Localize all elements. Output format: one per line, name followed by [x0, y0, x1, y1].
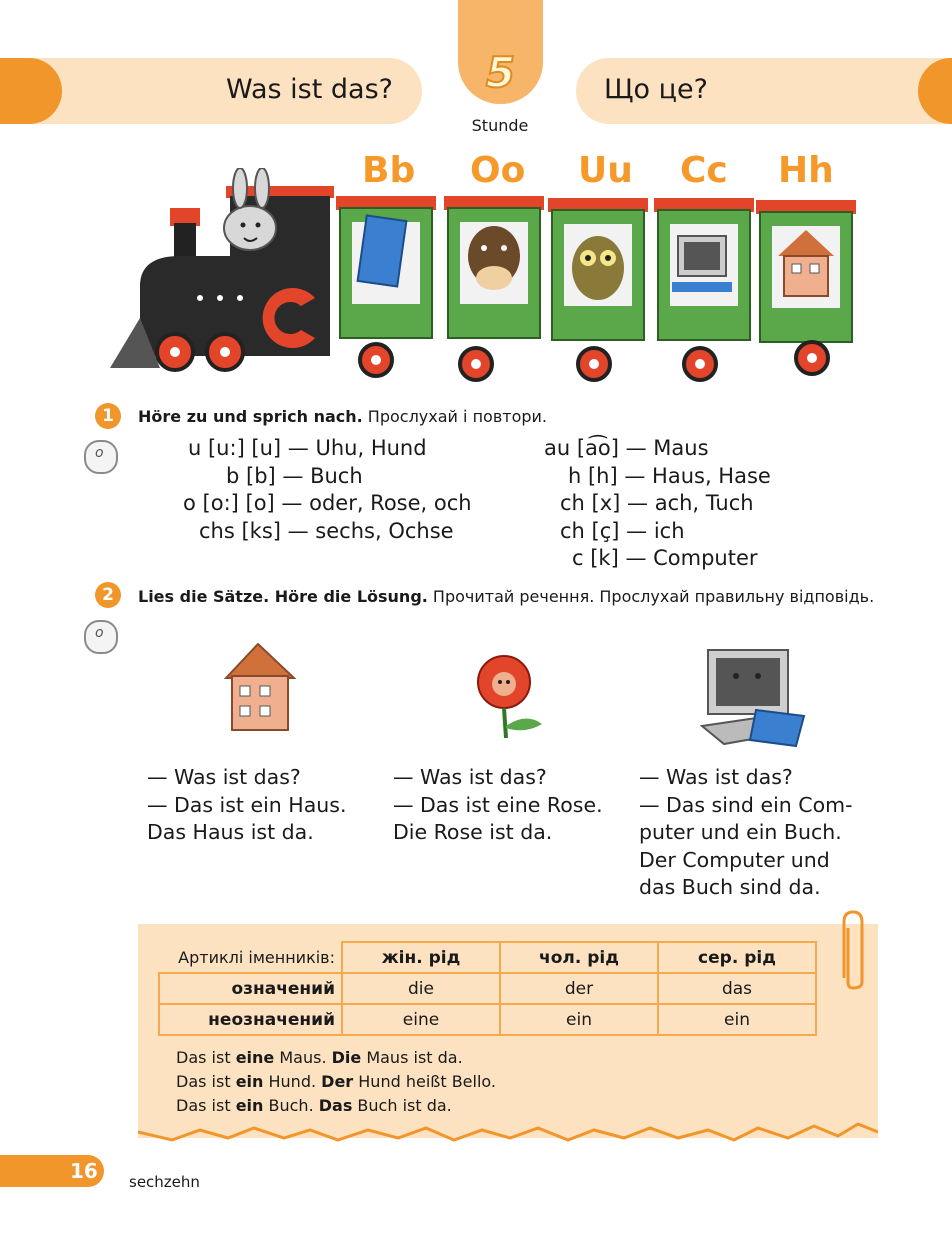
example-line: [176, 1070, 496, 1094]
dialog-line: — Was ist das?: [639, 765, 793, 789]
phonetics-left: [150, 435, 500, 545]
phonetics-row: chs [ks] — sechs, Ochse: [199, 518, 454, 543]
phonetics-right: [544, 435, 804, 573]
letter-label: Bb: [362, 150, 416, 191]
example-article: Das: [318, 1096, 353, 1115]
table-row: [159, 1004, 816, 1035]
exercise-2-instruction-ua: Прочитай речення. Прослухай правильну відповідь.: [427, 587, 875, 606]
letter-label: Hh: [778, 150, 834, 191]
exercise-1-instruction: [138, 406, 547, 428]
row-label: означений: [159, 973, 342, 1004]
example-text: Hund.: [263, 1072, 322, 1091]
table-cell: das: [658, 973, 816, 1004]
table-cell: ein: [500, 1004, 658, 1035]
lesson-number: 5: [485, 48, 516, 97]
phonetics-row: u [u:] [u] — Uhu, Hund: [188, 436, 427, 460]
articles-table: [158, 941, 817, 1036]
paperclip-icon: [838, 908, 868, 992]
dialog-rose: [393, 764, 603, 847]
exercise-2-instruction-de: Lies die Sätze. Höre die Lösung.: [138, 587, 428, 606]
example-text: Buch ist da.: [352, 1096, 452, 1115]
example-article: Die: [331, 1048, 362, 1067]
table-cell: der: [500, 973, 658, 1004]
dialog-line: — Was ist das?: [147, 765, 301, 789]
table-cell: ein: [658, 1004, 816, 1035]
dialog-line: das Buch sind da.: [639, 875, 821, 899]
locomotive: [110, 168, 334, 370]
example-article: ein: [235, 1072, 264, 1091]
phonetics-row: ch [x] — ach, Tuch: [560, 491, 754, 515]
dialog-line: Das Haus ist da.: [147, 820, 314, 844]
exercise-2-number: 2: [95, 582, 121, 608]
example-text: Maus.: [274, 1048, 332, 1067]
table-row: [159, 942, 816, 973]
wagon-cow: [444, 196, 544, 380]
phonetics-row: ch [ç] — ich: [560, 518, 685, 543]
example-line: [176, 1094, 496, 1118]
wagon-owl: [548, 198, 648, 380]
wagon-book: [336, 196, 436, 376]
example-article: Der: [321, 1072, 354, 1091]
page-title-de: Was ist das?: [226, 74, 393, 105]
phonetics-row: o [o:] [o] — oder, Rose, och: [183, 491, 472, 515]
dialog-line: Die Rose ist da.: [393, 820, 553, 844]
table-caption: Артиклі іменників:: [178, 947, 335, 967]
wagon-house: [756, 200, 856, 374]
table-row: [159, 973, 816, 1004]
example-text: Das ist: [176, 1072, 236, 1091]
page-number: 16: [70, 1159, 98, 1183]
audio-cd-icon[interactable]: [84, 440, 118, 474]
dialog-line: Der Computer und: [639, 847, 830, 872]
rose-icon: [466, 652, 548, 742]
letter-label: Cc: [680, 150, 728, 191]
phonetics-row: au [a͡o] — Maus: [544, 436, 709, 460]
table-cell: die: [342, 973, 500, 1004]
example-text: Maus ist da.: [361, 1048, 463, 1067]
wagon-computer: [654, 198, 754, 380]
example-text: Hund heißt Bello.: [353, 1072, 496, 1091]
grammar-examples: [176, 1046, 496, 1118]
dialog-line: — Das ist ein Haus.: [147, 792, 347, 817]
train-illustration: [100, 168, 870, 400]
table-cell: eine: [342, 1004, 500, 1035]
exercise-2-instruction: [138, 586, 876, 608]
example-line: [176, 1046, 496, 1070]
dialog-line: — Das sind ein Com-: [639, 792, 853, 817]
phonetics-row: c [k] — Computer: [572, 546, 758, 570]
example-text: Das ist: [176, 1096, 236, 1115]
letter-label: Uu: [578, 150, 633, 191]
computer-icon: [700, 646, 812, 750]
letter-label: Oo: [470, 150, 526, 191]
dialog-line: — Was ist das?: [393, 765, 547, 789]
house-icon: [218, 640, 302, 736]
exercise-1-instruction-de: Höre zu und sprich nach.: [138, 407, 363, 426]
dialog-line: — Das ist eine Rose.: [393, 792, 603, 817]
example-article: ein: [235, 1096, 264, 1115]
page-title-ua: Що це?: [604, 74, 708, 105]
dialog-house: [147, 764, 346, 847]
exercise-1-instruction-ua: Прослухай і повтори.: [362, 407, 547, 426]
phonetics-row: h [h] — Haus, Hase: [568, 463, 771, 488]
example-text: Das ist: [176, 1048, 236, 1067]
page-number-word: sechzehn: [129, 1173, 200, 1191]
table-header: сер. рід: [658, 942, 816, 973]
table-header: жін. рід: [342, 942, 500, 973]
row-label: неозначений: [159, 1004, 342, 1035]
phonetics-row: b [b] — Buch: [226, 463, 363, 488]
lesson-label: Stunde: [471, 116, 529, 135]
dialog-computer: [639, 764, 853, 902]
example-article: eine: [235, 1048, 275, 1067]
table-header: чол. рід: [500, 942, 658, 973]
exercise-1-number: 1: [95, 403, 121, 429]
dialog-line: puter und ein Buch.: [639, 820, 842, 844]
audio-cd-icon[interactable]: [84, 620, 118, 654]
example-text: Buch.: [263, 1096, 319, 1115]
